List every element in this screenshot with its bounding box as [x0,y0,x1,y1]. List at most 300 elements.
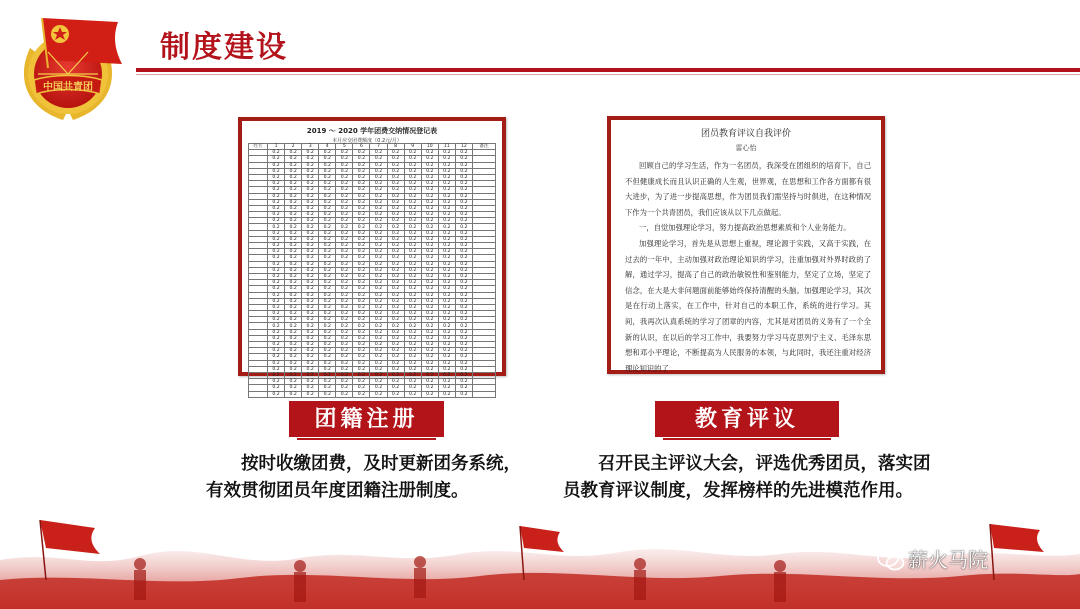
table-cell: 0.2 [268,150,285,156]
table-cell: 0.2 [421,329,438,335]
table-cell: 0.2 [421,205,438,211]
table-cell: 0.2 [404,224,421,230]
table-cell: 0.2 [421,366,438,372]
table-cell: 0.2 [387,342,404,348]
table-cell: 0.2 [455,304,472,310]
table-cell: 0.2 [438,298,455,304]
table-cell [249,391,268,397]
table-cell: 0.2 [370,317,387,323]
table-cell: 0.2 [455,280,472,286]
table-cell: 0.2 [285,366,302,372]
table-cell: 0.2 [285,249,302,255]
table-cell: 0.2 [455,329,472,335]
table-cell: 0.2 [421,354,438,360]
table-cell: 0.2 [438,335,455,341]
table-cell: 0.2 [438,218,455,224]
table-cell: 0.2 [319,335,336,341]
table-cell: 0.2 [387,304,404,310]
table-cell: 0.2 [285,354,302,360]
table-cell: 0.2 [438,292,455,298]
table-cell: 0.2 [353,230,370,236]
table-cell: 0.2 [387,181,404,187]
table-cell: 0.2 [370,218,387,224]
table-cell: 0.2 [353,304,370,310]
table-cell: 0.2 [438,224,455,230]
table-cell: 0.2 [404,156,421,162]
table-cell: 0.2 [268,261,285,267]
table-cell: 0.2 [455,311,472,317]
table-cell: 0.2 [268,249,285,255]
table-cell: 0.2 [336,174,353,180]
table-cell: 0.2 [319,286,336,292]
table-cell: 0.2 [336,255,353,261]
table-cell: 0.2 [285,360,302,366]
table-cell: 0.2 [336,298,353,304]
table-cell: 0.2 [336,323,353,329]
table-cell: 0.2 [319,360,336,366]
table-cell: 0.2 [438,273,455,279]
table-cell: 0.2 [285,243,302,249]
table-cell: 0.2 [336,150,353,156]
table-cell: 0.2 [268,218,285,224]
table-cell: 0.2 [302,205,319,211]
table-cell: 0.2 [455,199,472,205]
table-cell: 0.2 [404,230,421,236]
table-cell: 0.2 [336,317,353,323]
table-cell: 0.2 [268,323,285,329]
table-cell: 0.2 [455,181,472,187]
table-cell: 0.2 [336,267,353,273]
table-cell: 0.2 [387,224,404,230]
table-cell: 0.2 [421,360,438,366]
table-cell: 0.2 [336,335,353,341]
table-cell: 0.2 [370,342,387,348]
table-cell: 0.2 [438,280,455,286]
table-cell: 0.2 [285,212,302,218]
table-cell: 0.2 [268,329,285,335]
table-cell: 0.2 [387,273,404,279]
table-cell: 0.2 [370,311,387,317]
table-cell [473,391,496,397]
table-cell: 0.2 [268,304,285,310]
table-cell: 0.2 [404,168,421,174]
table-cell: 0.2 [404,243,421,249]
table-cell: 0.2 [353,236,370,242]
table-cell: 0.2 [455,236,472,242]
table-cell: 0.2 [268,379,285,385]
table-cell: 0.2 [336,181,353,187]
table-cell: 0.2 [319,187,336,193]
table-cell: 0.2 [455,218,472,224]
table-cell: 0.2 [370,267,387,273]
table-cell: 0.2 [421,230,438,236]
table-cell: 0.2 [319,298,336,304]
table-cell: 0.2 [319,366,336,372]
table-cell: 0.2 [455,168,472,174]
table-cell: 0.2 [438,162,455,168]
table-cell: 0.2 [353,156,370,162]
table-cell: 0.2 [455,292,472,298]
table-cell: 0.2 [404,261,421,267]
table-cell: 0.2 [268,205,285,211]
table-cell: 0.2 [404,329,421,335]
table-cell: 0.2 [438,174,455,180]
table-cell: 0.2 [421,168,438,174]
table-cell: 0.2 [370,273,387,279]
table-cell: 0.2 [302,261,319,267]
table-cell: 0.2 [404,335,421,341]
table-cell: 0.2 [302,230,319,236]
table-cell: 0.2 [353,354,370,360]
table-cell: 0.2 [319,218,336,224]
table-cell: 0.2 [438,311,455,317]
self-evaluation-body [625,158,871,376]
table-cell: 0.2 [387,243,404,249]
table-cell: 0.2 [285,181,302,187]
table-cell: 0.2 [319,379,336,385]
table-cell: 0.2 [319,372,336,378]
table-cell: 0.2 [319,304,336,310]
table-cell: 0.2 [336,366,353,372]
table-cell: 0.2 [268,317,285,323]
table-cell: 0.2 [336,205,353,211]
table-cell: 0.2 [404,218,421,224]
table-cell: 0.2 [319,267,336,273]
table-cell: 0.2 [285,267,302,273]
table-cell: 0.2 [455,193,472,199]
table-cell: 0.2 [438,181,455,187]
table-cell: 0.2 [319,162,336,168]
table-cell: 0.2 [455,156,472,162]
table-cell: 0.2 [336,372,353,378]
fee-register-image [238,117,506,397]
table-cell: 0.2 [404,286,421,292]
table-cell: 0.2 [268,193,285,199]
table-cell: 0.2 [421,212,438,218]
table-cell: 0.2 [387,379,404,385]
fee-table-title: 2019 ～ 2020 学年团费交纳情况登记表 [306,127,438,135]
table-cell: 0.2 [319,280,336,286]
table-cell: 0.2 [387,354,404,360]
table-cell: 3 [302,144,319,150]
header-divider-thin [136,74,1080,75]
table-cell: 0.2 [285,187,302,193]
table-cell: 0.2 [353,181,370,187]
table-cell: 0.2 [387,323,404,329]
table-cell: 0.2 [353,187,370,193]
table-cell: 0.2 [285,162,302,168]
table-cell: 0.2 [319,205,336,211]
table-cell: 0.2 [268,391,285,397]
table-cell: 0.2 [353,193,370,199]
table-cell: 0.2 [353,162,370,168]
paragraph: 加强理论学习，首先是从思想上重视，理论源于实践，又高于实践，在过去的一年中，主动加强对政治理论知识的学习，注重加强对外界时政的了解，通过学习，提高了自己的政治敏锐性和鉴别能力，坚定了立场，坚定了信念，在大是大非问题面前能够始终保持清醒的头脑。加强理论学习，其次是在行动上落实，在工作中，针对自己的本职工作，系统的进行学习。其间，我再次认真系统的学习了团章的内容，尤其是对团员的义务有了一个全新的认识，在以后的学习工作中，我要努力学习马克思列宁主义、毛泽东思想和邓小平理论，不断提高为人民服务的本领，与此同时，我还注重对经济理论知识的了 [625,238,871,373]
table-cell: 9 [404,144,421,150]
table-cell: 0.2 [438,360,455,366]
table-cell: 0.2 [404,174,421,180]
table-cell: 0.2 [353,286,370,292]
table-cell: 0.2 [336,292,353,298]
table-cell: 0.2 [370,249,387,255]
table-cell: 0.2 [268,366,285,372]
table-cell: 0.2 [421,292,438,298]
table-cell: 0.2 [387,335,404,341]
table-cell: 0.2 [404,366,421,372]
table-cell: 0.2 [387,255,404,261]
table-cell: 0.2 [268,335,285,341]
table-cell: 0.2 [285,391,302,397]
table-cell: 0.2 [268,168,285,174]
table-cell: 0.2 [370,255,387,261]
table-cell: 0.2 [387,329,404,335]
table-cell: 0.2 [268,372,285,378]
table-cell: 0.2 [421,372,438,378]
table-cell: 0.2 [421,298,438,304]
table-cell: 0.2 [455,335,472,341]
table-cell: 0.2 [370,236,387,242]
table-cell: 0.2 [302,342,319,348]
table-row [249,391,496,397]
table-cell: 0.2 [336,212,353,218]
table-cell: 0.2 [285,156,302,162]
table-cell: 0.2 [404,199,421,205]
table-cell: 0.2 [370,205,387,211]
table-cell: 0.2 [285,298,302,304]
table-cell: 0.2 [268,342,285,348]
table-cell: 0.2 [319,342,336,348]
table-cell: 0.2 [285,335,302,341]
table-cell: 0.2 [302,360,319,366]
table-cell: 0.2 [421,181,438,187]
table-cell: 0.2 [336,168,353,174]
table-cell: 0.2 [319,273,336,279]
table-cell: 0.2 [438,150,455,156]
table-cell: 0.2 [455,317,472,323]
table-cell: 0.2 [336,354,353,360]
table-cell: 0.2 [404,304,421,310]
table-cell: 0.2 [421,267,438,273]
table-cell: 0.2 [353,205,370,211]
table-cell: 0.2 [404,236,421,242]
table-cell: 0.2 [319,181,336,187]
table-cell: 0.2 [336,162,353,168]
table-cell: 0.2 [421,348,438,354]
communist-youth-league-emblem [8,8,128,128]
table-cell: 2 [285,144,302,150]
table-cell: 0.2 [302,218,319,224]
table-cell: 0.2 [370,199,387,205]
table-cell: 0.2 [370,360,387,366]
table-cell: 0.2 [302,385,319,391]
table-cell: 0.2 [404,193,421,199]
self-evaluation-author: 雷心怡 [735,144,757,152]
table-cell: 0.2 [438,230,455,236]
table-cell: 0.2 [285,224,302,230]
table-cell: 0.2 [455,385,472,391]
table-cell: 0.2 [268,348,285,354]
table-cell: 0.2 [302,255,319,261]
table-cell: 0.2 [455,348,472,354]
table-cell: 0.2 [353,298,370,304]
table-cell: 0.2 [302,323,319,329]
table-cell: 0.2 [387,292,404,298]
table-cell: 0.2 [285,311,302,317]
table-cell: 0.2 [387,360,404,366]
table-cell: 0.2 [455,261,472,267]
table-cell: 0.2 [285,286,302,292]
table-cell: 6 [353,144,370,150]
table-cell: 0.2 [387,261,404,267]
table-cell: 0.2 [438,323,455,329]
table-cell: 0.2 [336,249,353,255]
table-cell: 0.2 [302,329,319,335]
table-cell: 0.2 [302,304,319,310]
table-cell: 0.2 [302,156,319,162]
table-cell: 0.2 [268,286,285,292]
table-cell: 0.2 [455,298,472,304]
table-cell: 0.2 [370,261,387,267]
table-cell: 0.2 [438,249,455,255]
table-cell: 0.2 [285,230,302,236]
table-cell: 0.2 [353,273,370,279]
table-cell: 0.2 [336,391,353,397]
table-cell: 0.2 [455,267,472,273]
table-cell: 0.2 [336,348,353,354]
table-cell: 0.2 [285,168,302,174]
table-cell: 0.2 [370,174,387,180]
table-cell: 0.2 [387,212,404,218]
table-cell: 0.2 [404,267,421,273]
table-cell: 0.2 [421,323,438,329]
table-cell: 0.2 [421,150,438,156]
table-cell: 0.2 [387,193,404,199]
table-cell: 0.2 [438,379,455,385]
table-cell: 0.2 [387,162,404,168]
table-cell: 0.2 [404,298,421,304]
table-cell: 0.2 [353,261,370,267]
table-cell: 12 [455,144,472,150]
table-cell: 0.2 [268,273,285,279]
table-cell: 0.2 [319,224,336,230]
fee-table-subtitle: 本月应交团费额度（0.2元/月） [332,138,402,144]
table-cell: 0.2 [387,199,404,205]
table-cell: 0.2 [438,236,455,242]
table-cell: 0.2 [268,292,285,298]
table-cell: 0.2 [421,199,438,205]
table-cell: 0.2 [285,304,302,310]
table-cell: 0.2 [387,311,404,317]
table-cell: 0.2 [387,156,404,162]
table-cell: 0.2 [387,174,404,180]
table-cell: 0.2 [387,230,404,236]
table-cell: 0.2 [370,298,387,304]
fee-table [248,143,496,398]
table-cell: 0.2 [438,372,455,378]
table-cell: 0.2 [455,243,472,249]
table-cell: 0.2 [370,224,387,230]
table-cell: 0.2 [302,162,319,168]
table-cell: 0.2 [319,150,336,156]
table-cell: 0.2 [336,199,353,205]
wechat-icon [876,548,906,572]
table-cell: 0.2 [421,335,438,341]
table-cell: 0.2 [319,212,336,218]
table-cell: 0.2 [285,273,302,279]
table-cell: 0.2 [353,292,370,298]
table-cell: 0.2 [353,348,370,354]
table-cell: 0.2 [268,181,285,187]
table-cell: 5 [336,144,353,150]
table-cell: 0.2 [353,329,370,335]
table-cell: 0.2 [404,372,421,378]
table-cell: 0.2 [370,193,387,199]
table-cell: 0.2 [353,255,370,261]
table-cell: 0.2 [285,292,302,298]
table-cell: 0.2 [438,199,455,205]
table-cell: 0.2 [421,385,438,391]
table-cell: 0.2 [438,348,455,354]
table-cell: 0.2 [438,261,455,267]
table-cell: 0.2 [421,273,438,279]
self-evaluation-image [607,116,885,374]
table-cell: 0.2 [319,317,336,323]
table-cell: 0.2 [438,156,455,162]
table-cell: 0.2 [421,304,438,310]
table-cell: 0.2 [438,286,455,292]
table-cell: 0.2 [319,199,336,205]
table-cell: 0.2 [268,162,285,168]
table-cell: 0.2 [319,323,336,329]
table-cell: 0.2 [404,342,421,348]
table-cell: 0.2 [302,150,319,156]
table-cell: 0.2 [370,304,387,310]
table-cell: 0.2 [421,193,438,199]
table-cell: 0.2 [319,174,336,180]
table-cell: 0.2 [455,224,472,230]
table-cell: 0.2 [353,199,370,205]
table-cell: 0.2 [421,391,438,397]
table-cell: 11 [438,144,455,150]
table-cell: 0.2 [455,249,472,255]
table-cell: 0.2 [353,249,370,255]
table-cell: 0.2 [421,162,438,168]
table-cell: 0.2 [404,385,421,391]
table-cell: 0.2 [268,255,285,261]
table-cell: 0.2 [268,311,285,317]
table-cell: 0.2 [404,379,421,385]
registration-description: 按时收缴团费，及时更新团务系统，有效贯彻团员年度团籍注册制度。 [206,454,521,501]
table-cell: 0.2 [404,317,421,323]
table-cell: 0.2 [353,372,370,378]
table-cell: 0.2 [302,168,319,174]
table-cell: 0.2 [319,311,336,317]
table-cell: 0.2 [370,292,387,298]
table-cell: 0.2 [353,391,370,397]
table-cell: 1 [268,144,285,150]
table-cell: 0.2 [302,174,319,180]
table-cell: 0.2 [319,193,336,199]
page-title: 制度建设 [160,30,288,65]
table-cell: 4 [319,144,336,150]
table-cell: 0.2 [336,342,353,348]
table-cell: 0.2 [319,329,336,335]
evaluation-description: 召开民主评议大会，评选优秀团员，落实团员教育评议制度，发挥榜样的先进模范作用。 [563,454,931,501]
table-cell: 0.2 [387,187,404,193]
table-cell: 0.2 [421,243,438,249]
table-cell: 0.2 [404,162,421,168]
self-evaluation-title: 团员教育评议自我评价 [700,129,791,139]
table-cell: 备注 [473,144,496,150]
